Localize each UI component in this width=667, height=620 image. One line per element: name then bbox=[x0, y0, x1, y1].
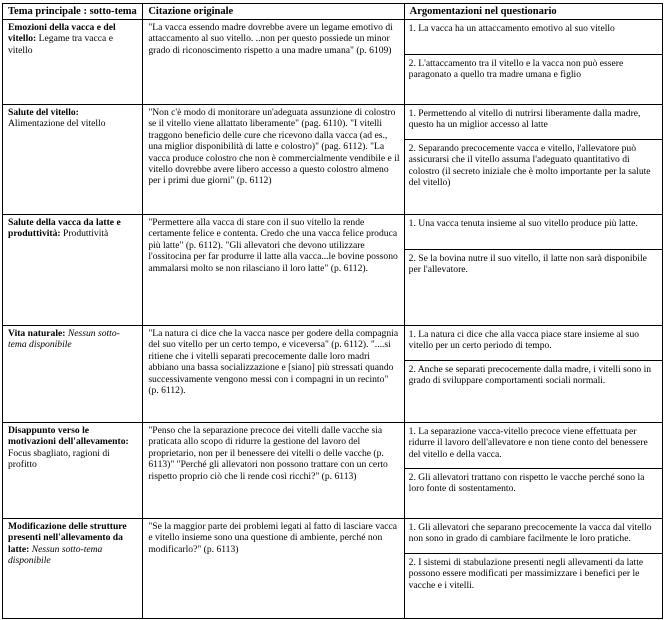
argument-item: 1. La vacca ha un attaccamento emotivo al suo vitello bbox=[408, 23, 615, 34]
argument-item: 1. Permettendo al vitello di nutrirsi liberamente dalla madre, questo ha un miglior accesso al latte bbox=[408, 108, 641, 131]
arguments-cell bbox=[404, 20, 662, 105]
table-row bbox=[3, 105, 663, 215]
table-row bbox=[3, 215, 663, 326]
arguments-cell bbox=[404, 519, 662, 619]
theme-cell bbox=[3, 423, 143, 519]
arguments-cell bbox=[404, 423, 662, 519]
table-row bbox=[3, 423, 663, 519]
header-row bbox=[3, 4, 663, 20]
argument-item: 2. Anche se separati precocemente dalla madre, i vitelli sono in grado di sviluppare comportamenti sociali normali. bbox=[405, 360, 662, 396]
header-arguments: Argomentazioni nel questionario bbox=[404, 4, 662, 20]
arguments-cell bbox=[404, 215, 662, 326]
theme-cell bbox=[3, 326, 143, 423]
theme-cell bbox=[3, 519, 143, 619]
subtheme: Produttività bbox=[63, 228, 109, 240]
header-quote: Citazione originale bbox=[143, 4, 404, 20]
table-row bbox=[3, 326, 663, 423]
subtheme: Nessun sotto-tema disponibile bbox=[8, 543, 103, 567]
theme-cell bbox=[3, 105, 143, 215]
argument-item: 2. L'attaccamento tra il vitello e la vacca non può essere paragonato a quello tra madre umana e figlio bbox=[405, 54, 662, 90]
theme-title: Salute del vitello: bbox=[8, 107, 79, 118]
arguments-cell bbox=[404, 105, 662, 215]
argument-item: 1. La separazione vacca-vitello precoce viene effettuata per ridurre il lavoro dell'allevatore e non tiene conto del benessere del vitello e della vacca. bbox=[408, 426, 648, 460]
argument-item: 2. I sistemi di stabulazione presenti negli allevamenti da latte possono essere modificati per massimizzare i benefici per le vacche e i vitelli. bbox=[405, 553, 662, 600]
argument-item: 1. La natura ci dice che alla vacca piace stare insieme al suo vitello per un certo periodo di tempo. bbox=[408, 329, 640, 352]
subtheme: Focus sbagliato, ragioni di profitto bbox=[8, 447, 110, 471]
quote-cell: "La vacca essendo madre dovrebbe avere un legame emotivo di attaccamento al suo vitello. ..non per questo possiede un minor grado di riconoscimento rispetto a una madre umana" (p. 6109) bbox=[143, 20, 404, 105]
subtheme: Legame tra vacca e vitello bbox=[8, 33, 113, 56]
argument-item: 2. Se la bovina nutre il suo vitello, il latte non sarà disponibile per l'allevatore. bbox=[405, 249, 662, 285]
theme-title: Disappunto verso le motivazioni dell'allevamento: bbox=[8, 425, 129, 448]
quote-cell: "Permettere alla vacca di stare con il suo vitello la rende certamente felice e contenta. Credo che una vacca felice produca più latte" (p. 6112). "Gli allevatori che devono utilizzare l'ossitocina per far produrre il latte alla vacca...le bovine possono ammalarsi molto se non rilasciano il loro latte" (p. 6112). bbox=[143, 215, 404, 326]
theme-title: Emozioni della vacca e del vitello: bbox=[8, 22, 116, 45]
theme-cell bbox=[3, 20, 143, 105]
table-row bbox=[3, 519, 663, 619]
quote-cell: "Non c'è modo di monitorare un'adeguata assunzione di colostro se il vitello viene allattato liberamente" (pag. 6110). "I vitelli traggono beneficio delle cure che ricevono dalla vacca (ad es., una miglior disponibilità di latte e colostro)" (pag. 6112). "La vacca produce colostro che non è commercialmente vendibile e il vitello dovrebbe avere libero accesso a questo colostro almeno per i primi due giorni" (p. 6112) bbox=[143, 105, 404, 215]
theme-cell bbox=[3, 215, 143, 326]
quote-cell: "Se la maggior parte dei problemi legati al fatto di lasciare vacca e vitello insieme sono una questione di ambiente, perché non modificarlo?" (p. 6113) bbox=[143, 519, 404, 619]
theme-title: Salute della vacca da latte e produttività: bbox=[8, 217, 121, 240]
subtheme: Alimentazione del vitello bbox=[8, 118, 106, 130]
quote-cell: "La natura ci dice che la vacca nasce per godere della compagnia del suo vitello per un certo tempo, e viceversa" (p. 6112). "....si ritiene che i vitelli separati precocemente dalle loro madri abbiano una bassa socializzazione e [siano] più stressati quando successivamente vengono messi con i compagni in un recinto" (p. 6112). bbox=[143, 326, 404, 423]
argument-item: 2. Separando precocemente vacca e vitello, l'allevatore può assicurarsi che il vitello assuma l'adeguato quantitativo di colostro (il secreto iniziale che è molto importante per la salute del vitello) bbox=[405, 139, 662, 198]
theme-title: Modificazione delle strutture presenti nell'allevamento da latte: bbox=[8, 521, 127, 555]
subtheme: Nessun sotto-tema disponibile bbox=[8, 328, 120, 351]
theme-title: Vita naturale: bbox=[8, 328, 66, 339]
quote-cell: "Penso che la separazione precoce dei vitelli dalle vacche sia praticata allo scopo di ridurre la gestione del lavoro del proprietario, non per il benessere dei vitelli o delle vacche (p. 6113)" "Perché gli allevatori non possono trattare con un certo rispetto proprio ciò che li rende così ricchi?" (p. 6113) bbox=[143, 423, 404, 519]
table-row bbox=[3, 20, 663, 105]
themes-table bbox=[2, 3, 663, 619]
header-theme: Tema principale : sotto-tema bbox=[3, 4, 143, 20]
argument-item: 1. Una vacca tenuta insieme al suo vitello produce più latte. bbox=[408, 218, 638, 229]
arguments-cell bbox=[404, 326, 662, 423]
argument-item: 2. Gli allevatori trattano con rispetto le vacche perché sono la loro fonte di sostentamento. bbox=[405, 468, 662, 504]
argument-item: 1. Gli allevatori che separano precocemente la vacca dal vitello non sono in grado di cambiare facilmente le loro pratiche. bbox=[408, 522, 652, 545]
